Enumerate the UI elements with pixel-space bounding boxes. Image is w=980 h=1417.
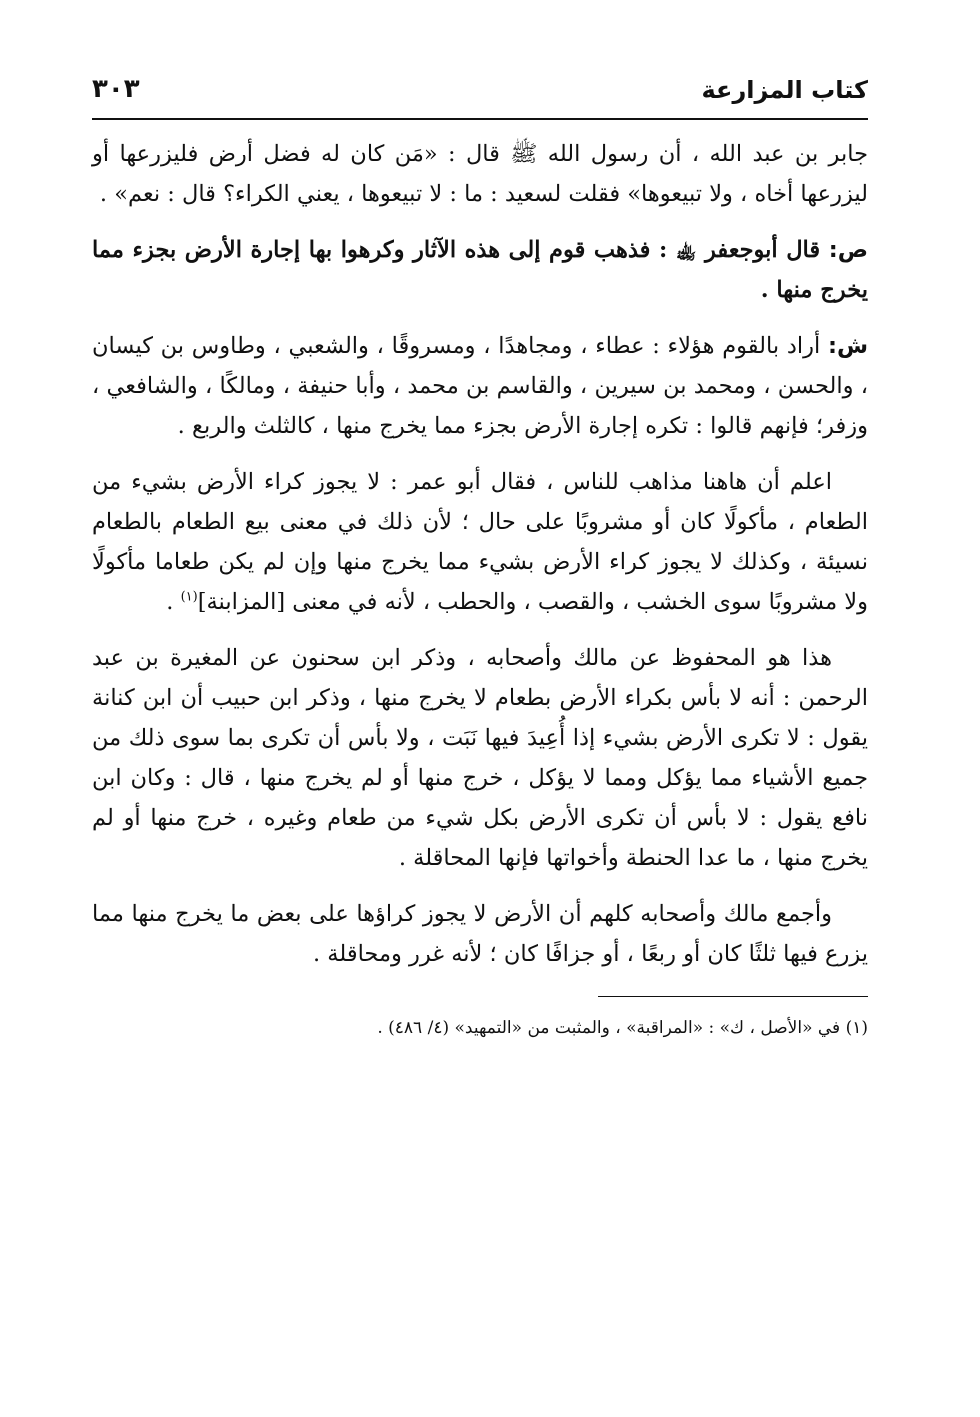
footnote-reference[interactable]: (١) xyxy=(180,589,198,605)
paragraph-commentary xyxy=(92,326,868,446)
paragraph-ijma: وأجمع مالك وأصحابه كلهم أن الأرض لا يجوز كراؤها على بعض ما يخرج منها مما يزرع فيها ثلثًا كان أو ربعًا ، أو جزافًا كان ؛ لأنه غرر ومحاقلة . xyxy=(92,901,868,967)
paragraph-hadith: جابر بن عبد الله ، أن رسول الله ﷺ قال : «مَن كان له فضل أرض فليزرعها أو ليزرعها أخاه ، ولا تبيعوها» فقلت لسعيد : ما : لا تبيعوها ، يعني الكراء؟ قال : نعم» . xyxy=(92,141,868,207)
text-body: قال أبوجعفر ﵀ : فذهب قوم إلى هذه الآثار وكرهوا بها إجارة الأرض بجزء مما يخرج منها . xyxy=(92,237,868,303)
page-header xyxy=(92,58,868,104)
header-rule xyxy=(92,118,868,120)
footnote-rule xyxy=(598,996,868,997)
running-title: كتاب المزارعة xyxy=(701,76,868,104)
commentary-marker: ش: xyxy=(827,333,868,359)
paragraph-text xyxy=(92,230,868,310)
text-marker: ص: xyxy=(828,237,868,263)
page-number: ٣٠٣ xyxy=(92,74,140,104)
madhahib-end: . xyxy=(166,589,181,615)
madhahib-body: اعلم أن هاهنا مذاهب للناس ، فقال أبو عمر : لا يجوز كراء الأرض بشيء من الطعام ، مأكولًا كان أو مشروبًا على حال ؛ لأن ذلك في معنى بيع الطعام بالطعام نسيئة ، وكذلك لا يجوز كراء الأرض بشيء مما يخرج منها وإن لم يكن طعاما مأكولًا ولا مشروبًا سوى الخشب ، والقصب ، والحطب ، لأنه في معنى [المزابنة] xyxy=(92,469,868,615)
footnote: (١) في «الأصل ، ك» : «المراقبة» ، والمثبت من «التمهيد» (٤/ ٤٨٦) . xyxy=(377,1018,868,1038)
page xyxy=(92,58,868,1059)
paragraph-madhahib xyxy=(92,462,868,622)
commentary-body: أراد بالقوم هؤلاء : عطاء ، ومجاهدًا ، ومسروقًا ، والشعبي ، وطاوس بن كيسان ، والحسن ، ومحمد بن سيرين ، والقاسم بن محمد ، وأبا حنيفة ، ومالكًا ، والشافعي ، وزفر؛ فإنهم قالوا : تكره إجارة الأرض بجزء مما يخرج منها ، كالثلث والربع . xyxy=(92,333,868,439)
paragraph-maliki: هذا هو المحفوظ عن مالك وأصحابه ، وذكر ابن سحنون عن المغيرة بن عبد الرحمن : أنه لا بأس بكراء الأرض بطعام لا يخرج منها ، وذكر ابن حبيب أن ابن كنانة يقول : لا تكرى الأرض بشيء إذا أُعِيدَ فيها نَبَت ، ولا بأس أن تكرى بما سوى ذلك من جميع الأشياء مما يؤكل ومما لا يؤكل ، خرج منها أو لم يخرج منها ، قال : وكان ابن نافع يقول : لا بأس أن تكرى الأرض بكل شيء من طعام وغيره ، خرج منها أو لم يخرج منها ، ما عدا الحنطة وأخواتها فإنها المحاقلة . xyxy=(92,645,868,871)
